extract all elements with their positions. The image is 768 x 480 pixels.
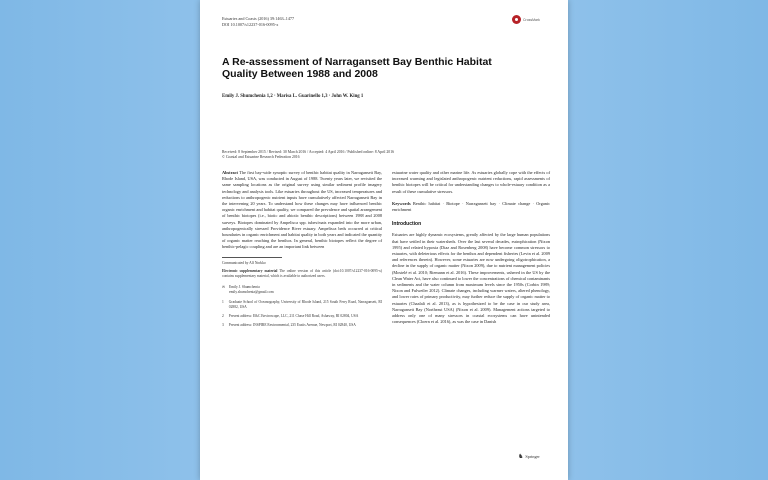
publisher-logo [518,453,540,460]
affiliation-text: Graduate School of Oceanography, University of Rhode Island, 215 South Ferry Road, Narragansett, RI 02882, USA [228,299,382,309]
right-column [392,170,550,325]
author-list: Emily J. Shumchenia 1,2 · Marisa L. Guarinello 1,3 · John W. King 1 [222,94,364,99]
affiliation-1 [222,300,382,310]
affiliation-3 [222,323,382,328]
esm-text: The online version of this article (doi:10.1007/s12237-016-0095-x) contains supplementary material, which is available to authorized users. [222,268,382,278]
affiliation-number: 2 [222,313,224,318]
publisher-name: Springer [525,454,540,459]
affiliation-text: Present address: INSPIRE Environmental, 235 Eustis Avenue, Newport, RI 02840, USA [228,322,356,327]
springer-horse-icon: ♞ [518,454,524,460]
esm-label: Electronic supplementary material [222,268,278,273]
keywords [392,201,550,213]
abstract-text: The first bay-wide synoptic survey of benthic habitat quality in Narragansett Bay, Rhode Island, USA, was conducted in August of 1988. Twenty years later, we revisited the same sampling locations as the original survey using similar sediment profile imagery technology and analysis tools. Like estuaries throughout the US, increased temperatures and reductions to anthropogenic nutrient inputs have cumulatively affected Narragansett Bay in the intervening 20 years. To understand how these changes may have influenced benthic organic enrichment and habitat quality, we compared the prevalence and spatial arrangement of benthic biotopes (i.e., biotic and abiotic benthic descriptions) between 1988 and 2008 surveys. Biotopes dominated by Ampelisca spp. tubes/mats expanded into the more urban, anthropogenically stressed Providence River estuary. Ampelisca beds occurred at critical boundaries in organic enrichment and habitat quality in both years and indicated the quantity of organic matter reaching the benthos. In general, benthic biotopes reflect the degree of benthic-pelagic coupling and are an important link between [222,170,382,250]
mail-icon: ✉ [222,284,226,289]
affiliation-number: 1 [222,299,224,304]
crossmark-icon [512,15,521,24]
article-title: A Re-assessment of Narragansett Bay Benthic Habitat Quality Between 1988 and 2008 [222,56,492,80]
crossmark-badge[interactable] [512,15,540,24]
keywords-label: Keywords [392,200,411,206]
corresponding-author [222,285,382,295]
introduction-heading: Introduction [392,221,422,228]
copyright-line: © Coastal and Estuarine Research Federation 2016 [222,155,300,160]
footnote-divider [222,257,282,258]
doi-line: DOI 10.1007/s12237-016-0095-x [222,22,279,27]
abstract [222,170,382,251]
introduction-text: Estuaries are highly dynamic ecosystems, greatly affected by the large human populations that have settled in their watersheds. Over the last several decades, eutrophication (Nixon 1995) and related hypoxia (Diaz and Rosenberg 2008) have become common stressors to estuaries, with deleterious effects for the benthos and dependent fisheries (Levin et al. 2009 and references therein). However, some estuaries are now undergoing oligotrophication, a decline in the supply of organic matter (Nixon 2009), due to nutrient management policies (Mostelé et al. 2010; Riemann et al. 2016). These improvements, ushered in the US by the Clean Water Act, have also continued to lower the concentrations of chemical contaminants in sediments and the water column from maximum levels since the 1950s (Corbin 1989; Nixon and Fulweiler 2012). Climate changes, including warmer waters, altered phenology, and lower rates of primary productivity, may further reduce the supply of organic matter to estuaries (Chaalali et al. 2013), as is hypothesized to be the case in our study area, Narragansett Bay (Northeast USA) (Nixon et al. 2009). Management actions targeted to address only one of many stressors in coastal ecosystems can have unintended consequences (Cloern et al. 2016), as was the case in Danish [392,232,550,325]
article-page [200,0,568,480]
affiliation-text: Present address: E&C Enviroscape, LLC, 211 Chase Hill Road, Ashaway, RI 02804, USA [228,313,359,318]
corresponding-email[interactable]: emily.shumchenia@gmail.com [229,289,274,294]
affiliation-number: 3 [222,322,224,327]
article-history [222,150,552,160]
keywords-text: Benthic habitat · Biotope · Narragansett bay · Climate change · Organic enrichment [392,200,551,213]
left-column [222,170,382,328]
journal-citation [222,16,294,28]
affiliation-2 [222,314,382,319]
crossmark-label: CrossMark [523,17,540,22]
journal-line: Estuaries and Coasts (2016) 39:1463–1477 [222,16,295,21]
abstract-continuation: estuarine water quality and other marine life. As estuaries globally cope with the effects of increased warming and legislated anthropogenic nutrient reductions, rapid assessments of benthic biotopes will be critical for understanding changes to whole-estuary condition as a result of these cumulative stressors. [392,170,550,194]
received-line: Received: 8 September 2015 / Revised: 30 March 2016 / Accepted: 4 April 2016 / Published online: 8 April 2016 [222,150,394,154]
communicated-by: Communicated by Alf Norkko [222,260,266,265]
esm-note [222,269,382,279]
abstract-label: Abstract [222,170,238,175]
corresponding-name: Emily J. Shumchenia [229,284,260,289]
